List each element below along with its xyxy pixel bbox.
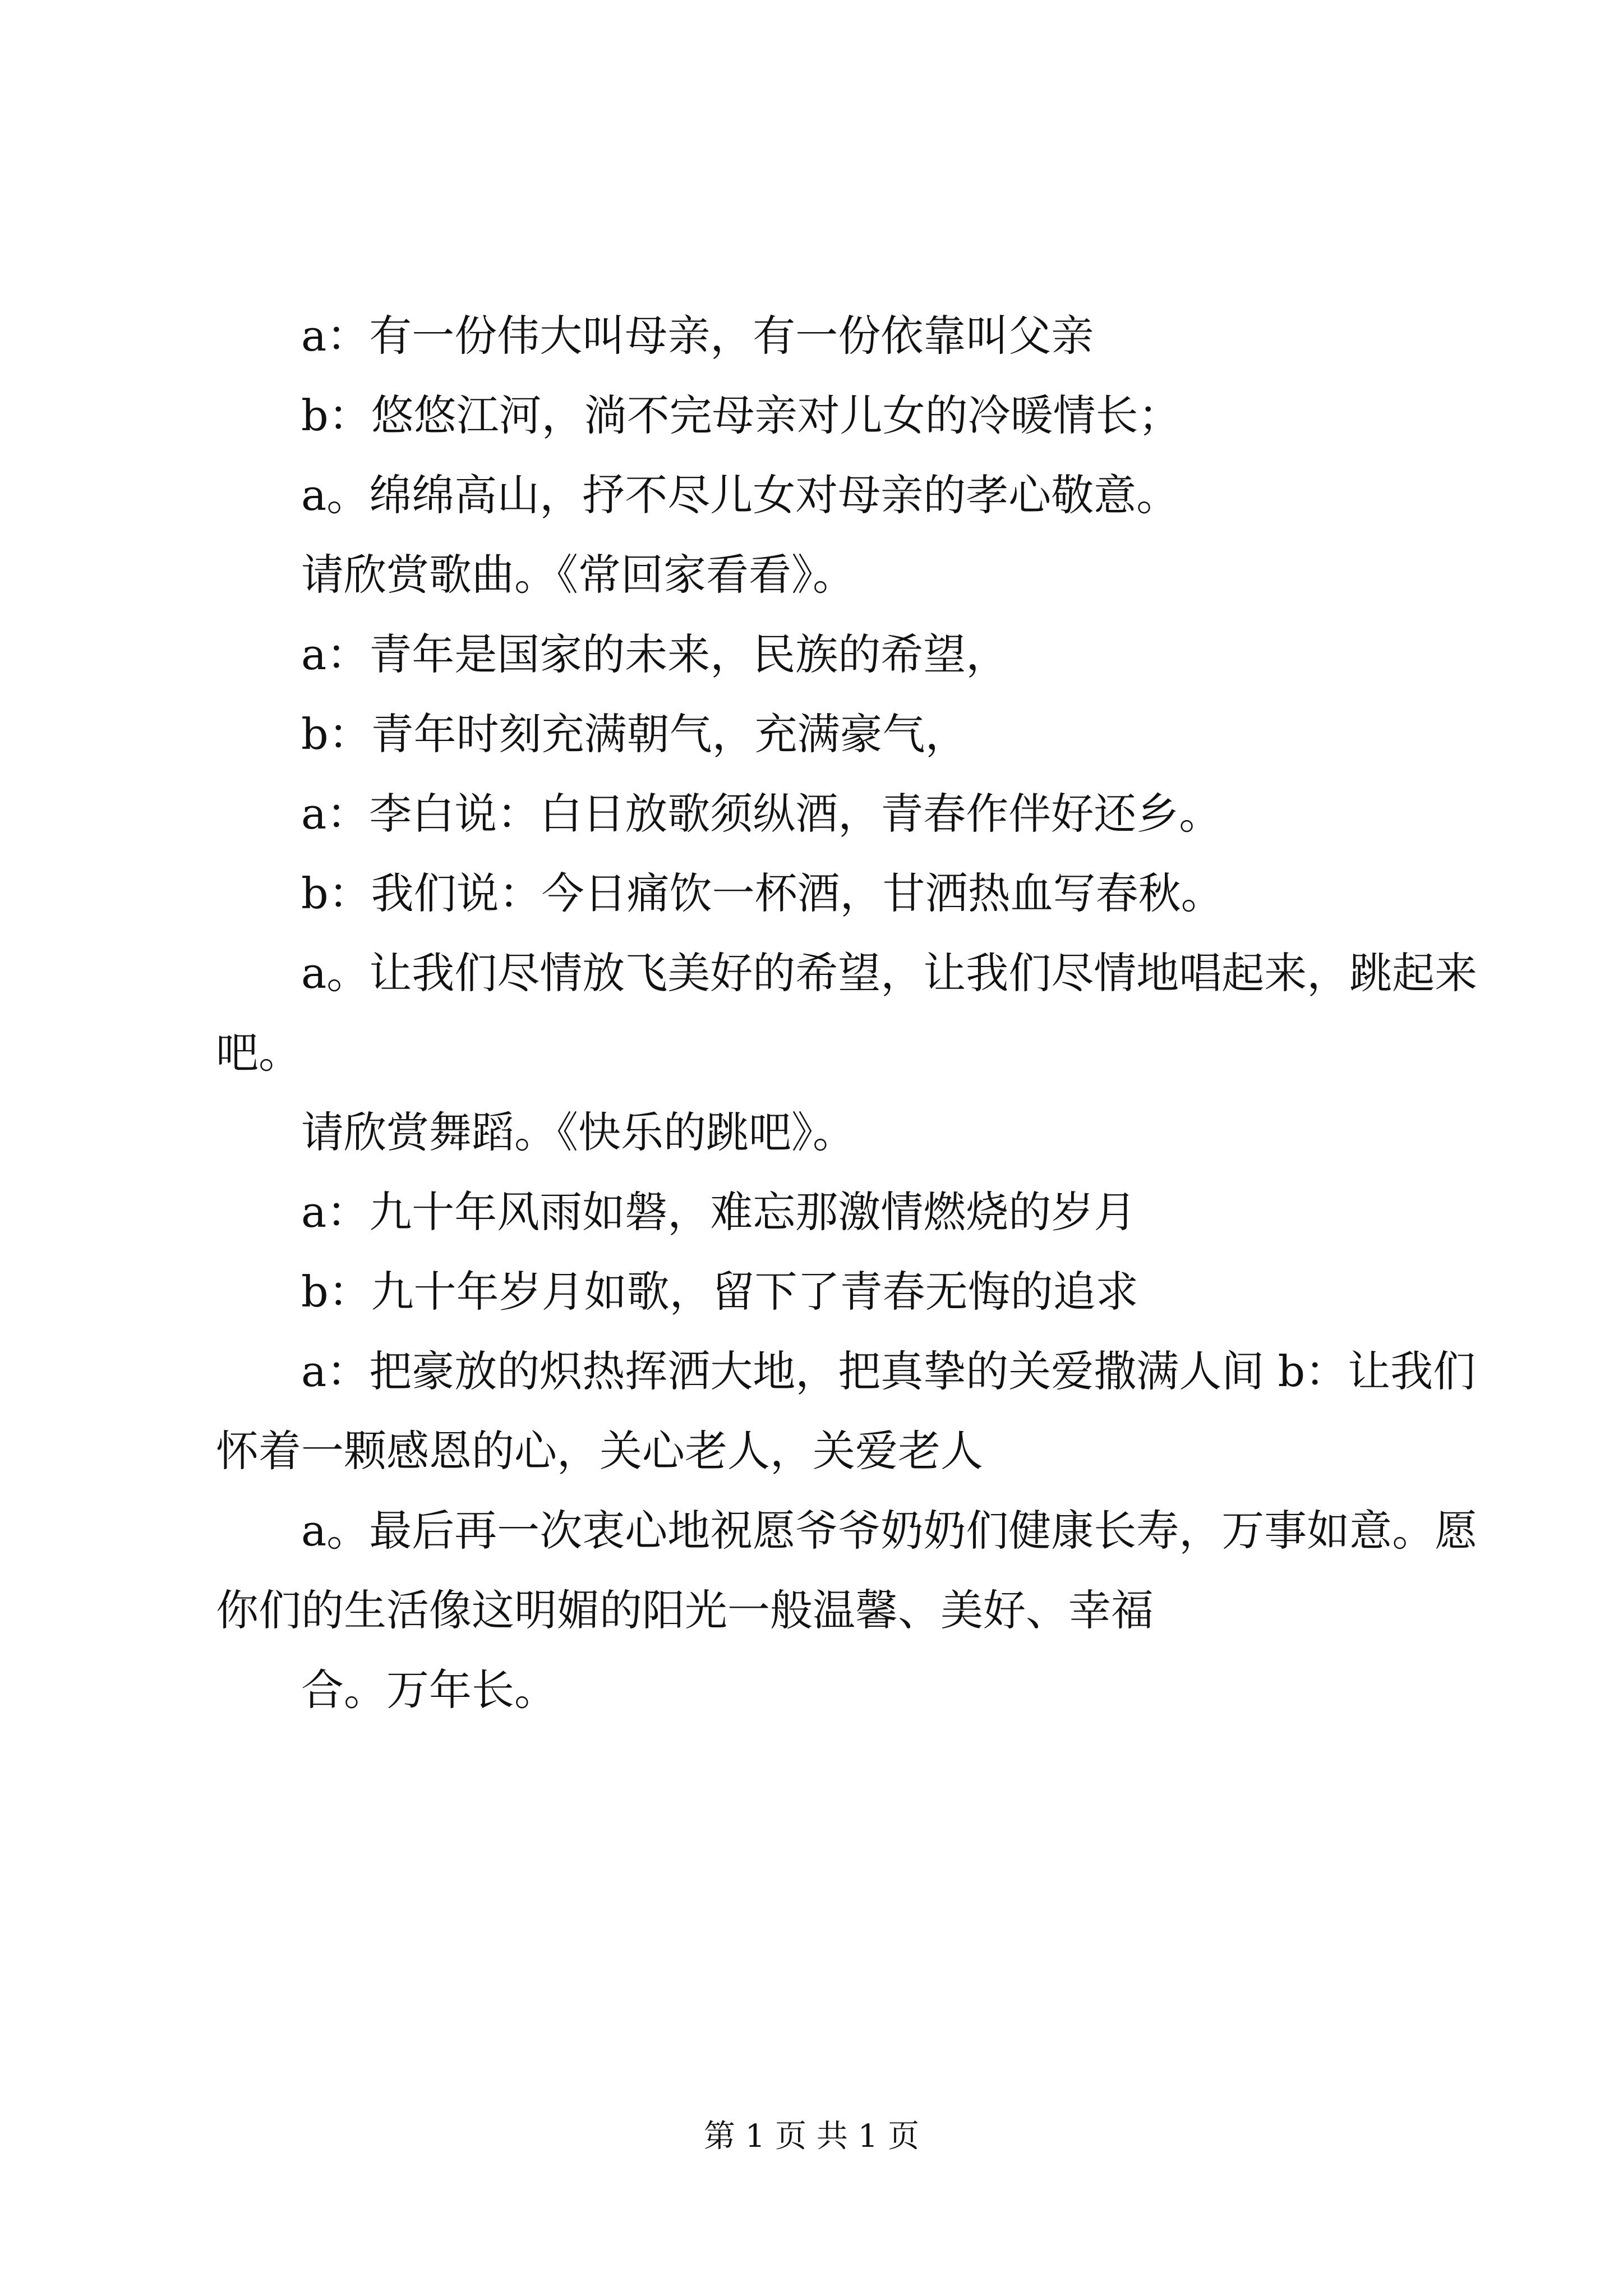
paragraph: b：青年时刻充满朝气，充满豪气，	[301, 709, 968, 759]
paragraph: a。让我们尽情放飞美好的希望，让我们尽情地唱起来，跳起来吧。	[216, 948, 1478, 1078]
paragraph: 请欣赏舞蹈。《快乐的跳吧》。	[301, 1107, 855, 1157]
paragraph: b：九十年岁月如歌，留下了青春无悔的追求	[301, 1267, 1138, 1317]
paragraph: a：李白说：白日放歌须纵酒，青春作伴好还乡。	[301, 789, 1222, 839]
paragraph: a：有一份伟大叫母亲，有一份依靠叫父亲	[301, 311, 1094, 361]
paragraph: a。绵绵高山，抒不尽儿女对母亲的孝心敬意。	[301, 470, 1179, 520]
paragraph: a。最后再一次衷心地祝愿爷爷奶奶们健康长寿，万事如意。愿你们的生活像这明媚的阳光一般温馨、美好、幸福	[216, 1506, 1478, 1635]
paragraph: a：九十年风雨如磐，难忘那激情燃烧的岁月	[301, 1187, 1137, 1237]
paragraph: a：青年是国家的未来，民族的希望，	[301, 629, 1009, 679]
paragraph: 请欣赏歌曲。《常回家看看》。	[301, 550, 855, 600]
paragraph: b：我们说：今日痛饮一杯酒，甘洒热血写春秋。	[301, 868, 1224, 918]
document-body	[216, 296, 1489, 1730]
page-footer: 第 1 页 共 1 页	[703, 2118, 920, 2155]
paragraph: a：把豪放的炽热挥洒大地，把真挚的关爱撒满人间 b：让我们怀着一颗感恩的心，关心老人，关爱老人	[216, 1346, 1476, 1476]
paragraph: b：悠悠江河，淌不完母亲对儿女的冷暖情长；	[301, 390, 1181, 440]
paragraph: 合。万年长。	[301, 1665, 557, 1715]
